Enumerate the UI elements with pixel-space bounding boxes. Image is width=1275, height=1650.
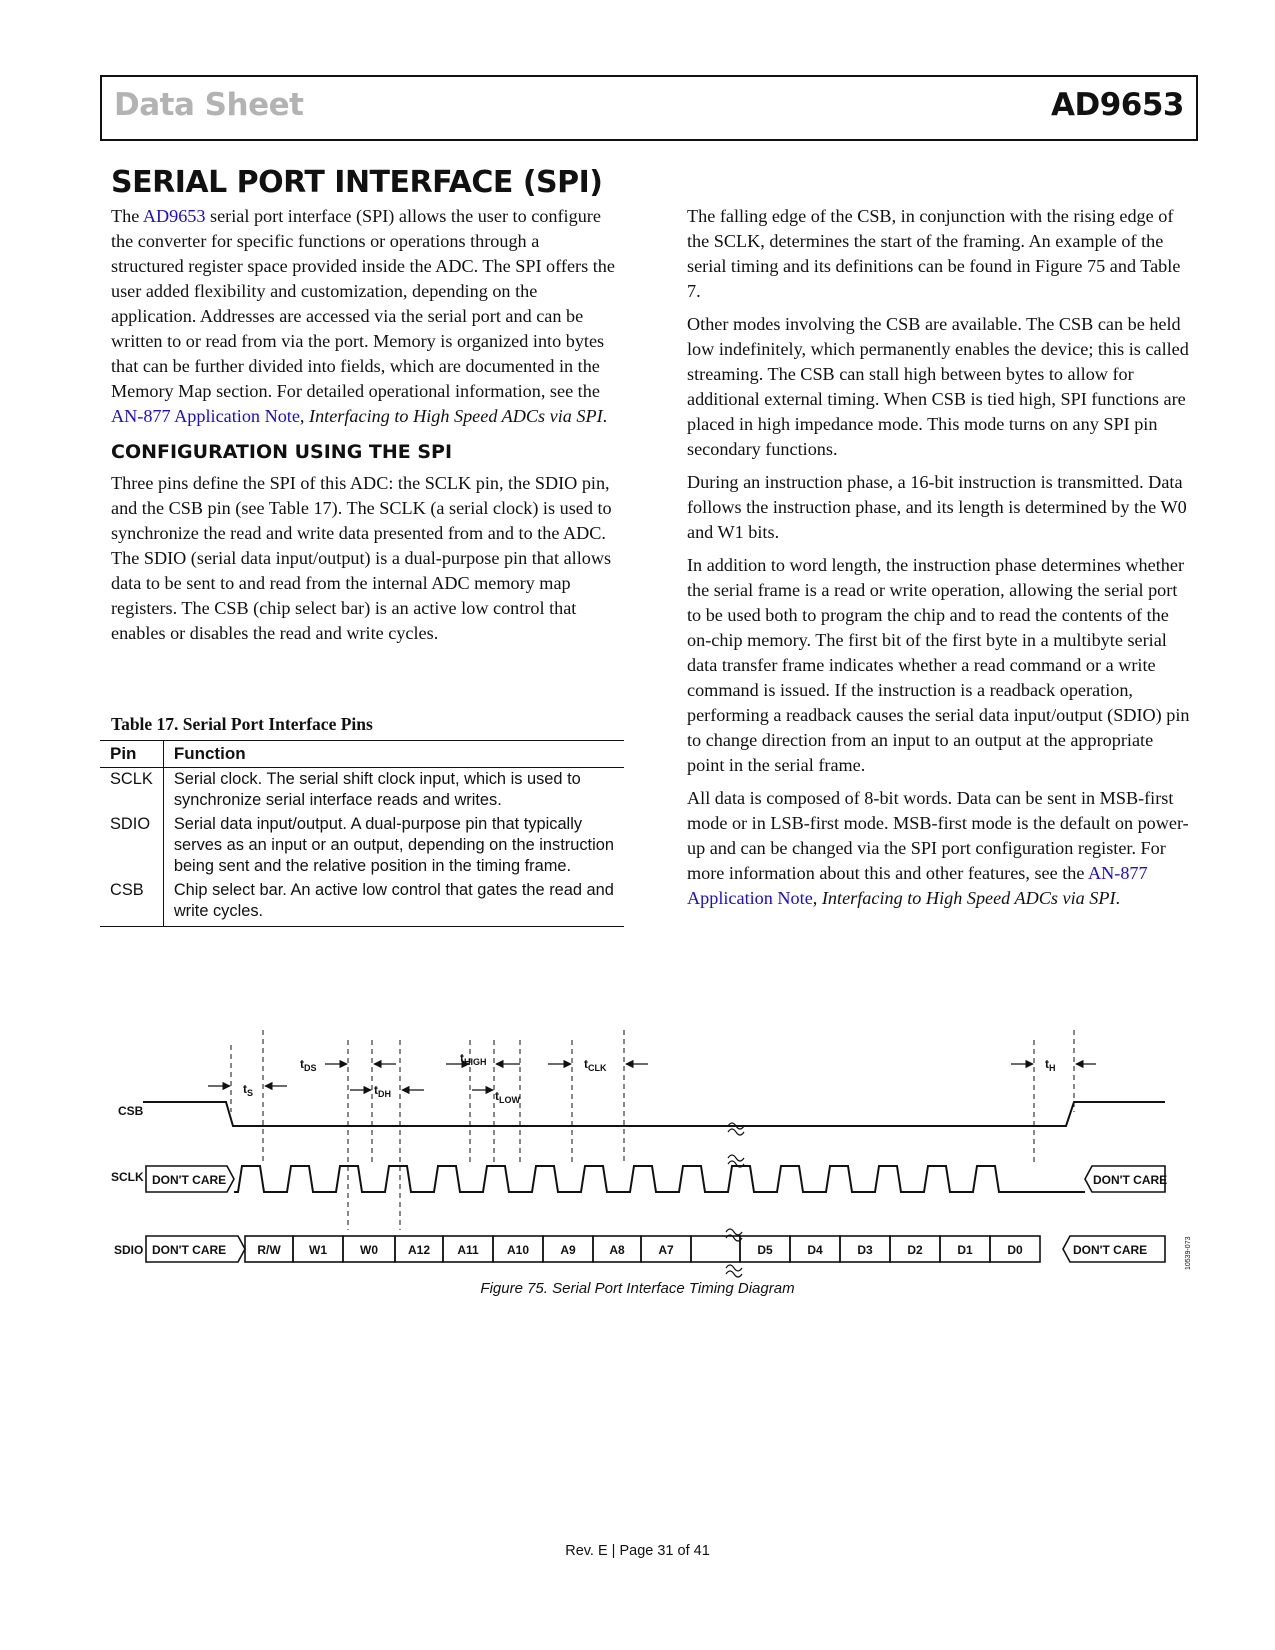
sdio-bit-label: D2 <box>907 1243 923 1257</box>
spi-pins-table <box>100 740 624 927</box>
an877-link[interactable]: AN-877 Application Note <box>687 863 1148 908</box>
sdio-dont-care-left-label: DON'T CARE <box>152 1243 227 1257</box>
config-paragraph: Three pins define the SPI of this ADC: the SCLK pin, the SDIO pin, and the CSB pin (see Table 17). The SCLK (a serial clock) is used to synchronize the read and write data presented from and to the ADC. The SDIO (serial data input/output) is a dual-purpose pin that allows data to be sent to and read from the internal ADC memory map registers. The CSB (chip select bar) is an active low control that enables or disables the read and write cycles. <box>111 473 612 643</box>
table-header: Pin <box>100 741 163 768</box>
sdio-bit-label: D4 <box>807 1243 823 1257</box>
sclk-signal-label: SCLK <box>111 1170 144 1184</box>
page-header <box>100 75 1198 141</box>
sdio-bit-label: A11 <box>457 1243 479 1257</box>
sdio-bit-label: D3 <box>857 1243 873 1257</box>
left-column <box>111 204 616 654</box>
timing-diagram-svg <box>0 1020 1275 1300</box>
sdio-bit-label: D5 <box>757 1243 773 1257</box>
figure-id: 10539-073 <box>1185 1236 1192 1270</box>
section-title: SERIAL PORT INTERFACE (SPI) <box>111 165 603 200</box>
thigh-label: $t_{HIGH}$ <box>460 1051 487 1067</box>
table-row: SCLK Serial clock. The serial shift clock input, which is used to synchronize serial interface reads and writes. <box>100 768 624 814</box>
sdio-bit-label: A8 <box>609 1243 625 1257</box>
sdio-bit-label: D1 <box>957 1243 973 1257</box>
an877-link[interactable]: AN-877 Application Note <box>111 406 300 426</box>
page-footer: Rev. E | Page 31 of 41 <box>565 1543 710 1559</box>
th-label: $t_H$ <box>1045 1057 1056 1073</box>
table-header: Function <box>163 741 624 768</box>
sdio-bit-label: A10 <box>506 1243 530 1257</box>
csb-waveform <box>143 1102 1165 1126</box>
sdio-dont-care-right-label: DON'T CARE <box>1073 1243 1148 1257</box>
paragraph: The falling edge of the CSB, in conjunction with the rising edge of the SCLK, determines the start of the framing. An example of the serial timing and its definitions can be found in Figure 75 and Table 7. <box>687 206 1181 301</box>
break-marks <box>726 1123 744 1277</box>
intro-paragraph: The AD9653 serial port interface (SPI) allows the user to configure the converter for specific functions or operations through a structured register space provided inside the ADC. The SPI offers the user added flexibility and customization, depending on the application. Addresses are accessed via the serial port and can be written to or read from via the port. Memory is organized into bytes that can be further divided into fields, which are documented in the Memory Map section. For detailed operational information, see the AN-877 Application Note, Interfacing to High Speed ADCs via SPI. <box>111 206 615 426</box>
paragraph: Other modes involving the CSB are available. The CSB can be held low indefinitely, which permanently enables the device; this is called streaming. The CSB can stall high between bytes to allow for additional external timing. When CSB is tied high, SPI functions are placed in high impedance mode. This mode turns on any SPI pin secondary functions. <box>687 314 1189 459</box>
paragraph: In addition to word length, the instruction phase determines whether the serial frame is a read or write operation, allowing the serial port to be used both to program the chip and to read the contents of the on-chip memory. The first bit of the first byte in a multibyte serial data transfer frame indicates whether a read command or a write command is issued. If the instruction is a readback operation, performing a readback causes the serial data input/output (SDIO) pin to change direction from an input to an output at the appropriate point in the serial frame. <box>687 555 1190 775</box>
timing-arrows <box>208 1064 1096 1090</box>
sdio-bit-label: A7 <box>658 1243 674 1257</box>
table-row: SDIO Serial data input/output. A dual-purpose pin that typically serves as an input or an output, depending on the instruction being sent and the relative position in the timing frame. <box>100 813 624 879</box>
timing-guides <box>231 1030 1074 1230</box>
table-caption: Table 17. Serial Port Interface Pins <box>111 714 373 734</box>
sclk-waveform <box>234 1166 1085 1192</box>
sclk-dont-care-left-label: DON'T CARE <box>152 1173 227 1187</box>
table-row: CSB Chip select bar. An active low control that gates the read and write cycles. <box>100 879 624 927</box>
sdio-bit-cell <box>691 1236 740 1262</box>
subsection-heading: CONFIGURATION USING THE SPI <box>111 441 453 463</box>
header-doc-type: Data Sheet <box>114 87 304 123</box>
sdio-signal-label: SDIO <box>114 1243 144 1257</box>
paragraph: During an instruction phase, a 16-bit instruction is transmitted. Data follows the instruction phase, and its length is determined by the W0 and W1 bits. <box>687 472 1187 542</box>
tclk-label: $t_{CLK}$ <box>584 1057 607 1073</box>
sdio-bit-cells <box>245 1236 1040 1262</box>
header-part-number: AD9653 <box>1050 87 1184 123</box>
paragraph: All data is composed of 8-bit words. Data can be sent in MSB-first mode or in LSB-first mode. MSB-first mode is the default on power-up and can be changed via the SPI port configuration register. For more information about this and other features, see the AN-877 Application Note, Interfacing to High Speed ADCs via SPI. <box>687 788 1189 908</box>
timing-labels <box>243 1051 1056 1105</box>
tds-label: $t_{DS}$ <box>300 1057 317 1073</box>
sdio-bit-label: D0 <box>1007 1243 1023 1257</box>
right-column <box>687 204 1192 919</box>
csb-signal-label: CSB <box>118 1104 144 1118</box>
sdio-bit-label: A12 <box>407 1243 431 1257</box>
ts-label: $t_S$ <box>243 1082 254 1098</box>
tdh-label: $t_{DH}$ <box>374 1083 391 1099</box>
sclk-dont-care-right-label: DON'T CARE <box>1093 1173 1168 1187</box>
sdio-bit-label: W1 <box>309 1243 327 1257</box>
ad9653-link[interactable]: AD9653 <box>142 206 206 226</box>
sdio-bit-label: A9 <box>560 1243 576 1257</box>
figure-caption: Figure 75. Serial Port Interface Timing Diagram <box>480 1280 795 1297</box>
sdio-bit-label: R/W <box>257 1243 281 1257</box>
sdio-bit-label: W0 <box>360 1243 378 1257</box>
timing-diagram <box>0 1020 1275 1300</box>
tlow-label: $t_{LOW}$ <box>495 1089 520 1105</box>
